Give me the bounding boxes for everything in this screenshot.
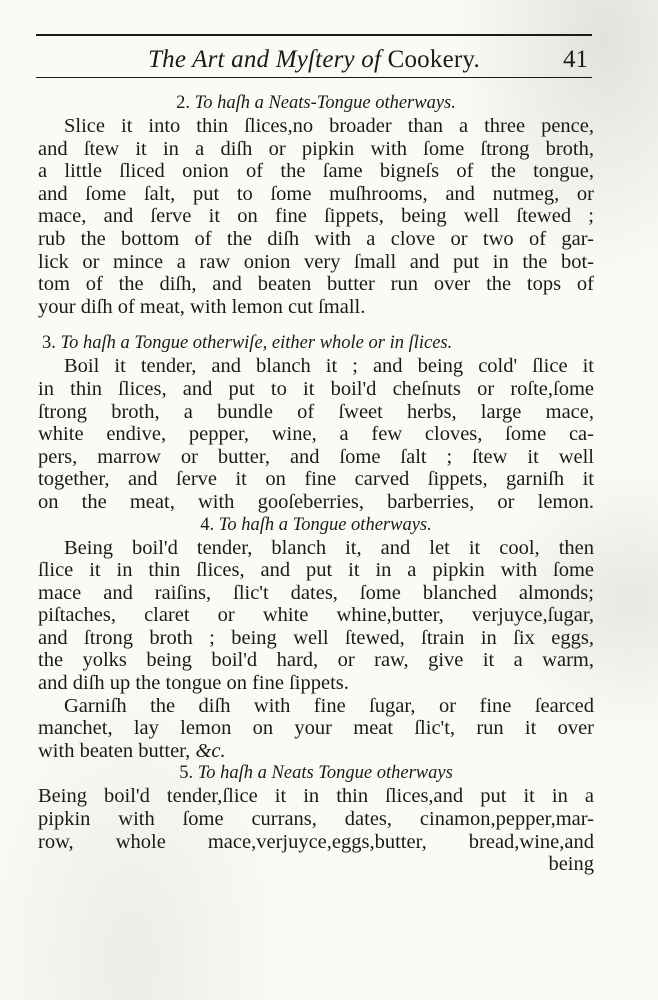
running-head [36, 44, 592, 76]
text-line: and ſome ſalt, put to ſome muſhrooms, and nutmeg, or [38, 182, 594, 205]
page-number: 41 [563, 46, 588, 73]
text-line: Being boil'd tender,ſlice it in thin ſlices,and put it in a [38, 785, 594, 808]
text-line-content: with beaten butter, [38, 739, 191, 762]
section-number: 3. [42, 333, 56, 354]
text-line: row, whole mace,verjuyce,eggs,butter, bread,wine,and [38, 830, 594, 853]
section-heading [38, 762, 594, 785]
running-title-italic: The Art and Myſtery of [148, 46, 382, 73]
text-line: and ſtew it in a diſh or pipkin with ſome ſtrong broth, [38, 137, 594, 160]
text-line: Being boil'd tender, blanch it, and let it cool, then [64, 536, 594, 559]
section-number: 4. [200, 514, 215, 535]
text-line: ſtrong broth, a bundle of ſweet herbs, large mace, [38, 400, 594, 423]
text-line: rub the bottom of the diſh with a clove or two of gar- [38, 227, 594, 250]
section-heading [38, 92, 594, 115]
header-rule-bottom [36, 77, 592, 78]
text-line: together, and ſerve it on fine carved ſippets, garniſh it [38, 468, 594, 491]
header-rule-top [36, 34, 592, 36]
page-body [38, 92, 594, 876]
text-line: mace, and ſerve it on fine ſippets, being well ſtewed ; [38, 205, 594, 228]
text-line: Slice it into thin ſlices,no broader than a three pence, [64, 115, 594, 137]
text-line [38, 740, 594, 763]
text-line: manchet, lay lemon on your meat ſlic't, run it over [38, 717, 594, 740]
text-line: mace and raiſins, ſlic't dates, ſome blanched almonds; [38, 581, 594, 604]
text-line: the yolks being boil'd hard, or raw, give it a warm, [38, 649, 594, 672]
text-line: and diſh up the tongue on fine ſippets. [38, 672, 349, 695]
text-line: on the meat, with gooſeberries, barberries, or lemon. [38, 490, 594, 513]
text-line: Garniſh the diſh with fine ſugar, or fine ſearced [64, 694, 594, 717]
text-line: pipkin with ſome currans, dates, cinamon,pepper,mar- [38, 808, 594, 831]
text-line: your diſh of meat, with lemon cut ſmall. [38, 295, 366, 318]
catchword: being [548, 853, 594, 876]
text-line: pers, marrow or butter, and ſome ſalt ; ſtew it well [38, 445, 594, 468]
text-line: ſlice it in thin ſlices, and put it in a pipkin with ſome [38, 559, 594, 582]
text-line: tom of the diſh, and beaten butter run over the tops of [38, 273, 594, 296]
text-line: piſtaches, claret or white whine,butter, verjuyce,ſugar, [38, 604, 594, 627]
section-title: To haſh a Tongue otherways. [218, 514, 432, 535]
section-title: To haſh a Tongue otherwiſe, either whole or in ſlices. [60, 333, 453, 354]
text-line: and ſtrong broth ; being well ſtewed, ſtrain in ſix eggs, [38, 626, 594, 649]
section-spacer [38, 318, 594, 332]
text-line: Boil it tender, and blanch it ; and being cold' ſlice it [64, 355, 594, 378]
running-title-roman: Cookery. [387, 46, 480, 73]
text-line: a little ſliced onion of the ſame bigneſs of the tongue, [38, 160, 594, 183]
section-heading [38, 514, 594, 537]
section-heading [38, 332, 594, 355]
running-title [36, 44, 592, 76]
section-number: 2. [176, 93, 190, 113]
section-title: To haſh a Neats Tongue otherways [197, 763, 453, 784]
etc-abbreviation: &c. [195, 739, 226, 762]
text-line: in thin ſlices, and put to it boil'd cheſnuts or roſte,ſome [38, 377, 594, 400]
text-line: lick or mince a raw onion very ſmall and put in the bot- [38, 250, 594, 273]
text-line: white endive, pepper, wine, a few cloves, ſome ca- [38, 423, 594, 446]
section-title: To haſh a Neats-Tongue otherways. [194, 93, 456, 113]
section-number: 5. [179, 763, 194, 784]
